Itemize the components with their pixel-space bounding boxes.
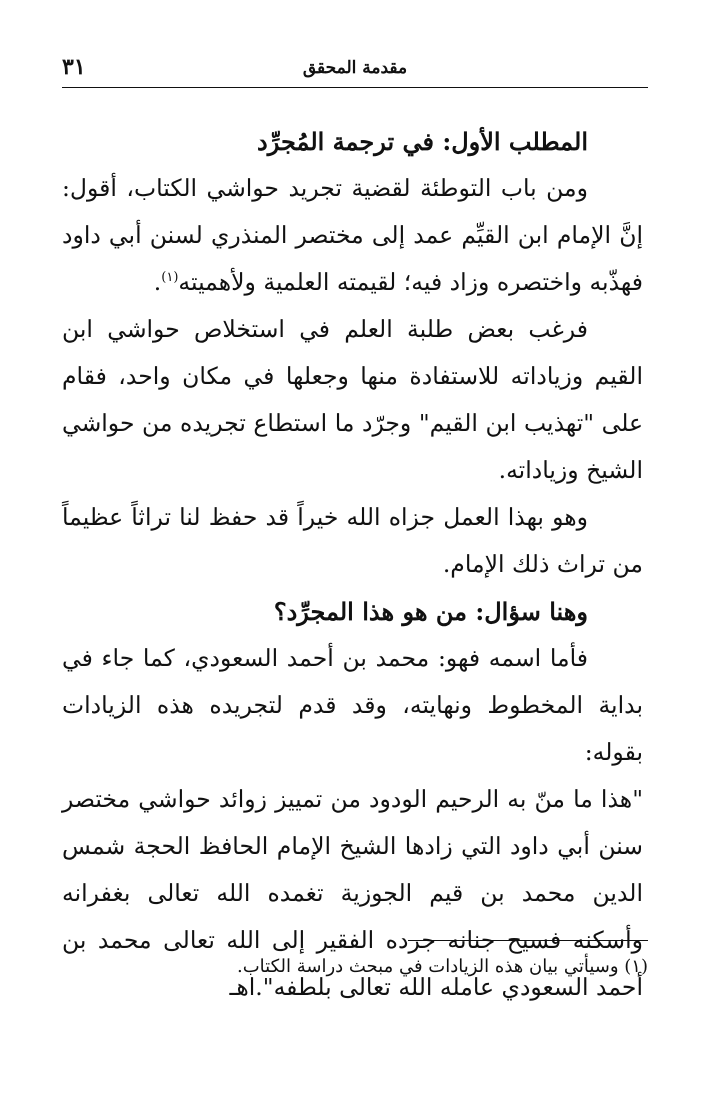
paragraph: فأما اسمه فهو: محمد بن أحمد السعودي، كما جاء في بداية المخطوط ونهايته، وقد قدم لتجريده هذه الزيادات بقوله:: [62, 644, 643, 766]
paragraph-end: .: [153, 268, 162, 296]
paragraph: [62, 165, 643, 306]
footnote-marker: (١): [161, 270, 179, 286]
quotation: "هذا ما منّ به الرحيم الودود من تمييز زوائد حواشي مختصر سنن أبي داود التي زادها الشيخ الإمام الحافظ الحجة شمس الدين محمد بن قيم الجوزية تغمده الله تعالى بغفرانه وأسكنه فسيح جنانه جرده الفقير إلى الله تعالى محمد بن أحمد السعودي عامله الله تعالى بلطفه".اهـ: [62, 785, 643, 1001]
running-header: [62, 54, 648, 88]
paragraph: فرغب بعض طلبة العلم في استخلاص حواشي ابن القيم وزياداته للاستفادة منها وجعلها في مكان واحد، فقام على "تهذيب ابن القيم" وجرّد ما استطاع تجريده من حواشي الشيخ وزياداته.: [62, 315, 643, 484]
paragraph: وهو بهذا العمل جزاه الله خيراً قد حفظ لنا تراثاً عظيماً من تراث ذلك الإمام.: [62, 503, 643, 578]
section-question: وهنا سؤال: من هو هذا المجرِّد؟: [273, 597, 588, 626]
page-number: ٣١: [62, 54, 86, 80]
header-title: مقدمة المحقق: [302, 58, 408, 78]
footnote: (١) وسيأتي بيان هذه الزيادات في مبحث دراسة الكتاب.: [236, 956, 648, 977]
paragraph-text: ومن باب التوطئة لقضية تجريد حواشي الكتاب، أقول: إنَّ الإمام ابن القيِّم عمد إلى مختصر المنذري لسنن أبي داود فهذّبه واختصره وزاد فيه؛ لقيمته العلمية ولأهميته: [62, 174, 643, 296]
section-heading: المطلب الأول: في ترجمة المُجرِّد: [257, 127, 588, 156]
footnote-divider: [408, 940, 648, 941]
main-text: [62, 118, 643, 1011]
